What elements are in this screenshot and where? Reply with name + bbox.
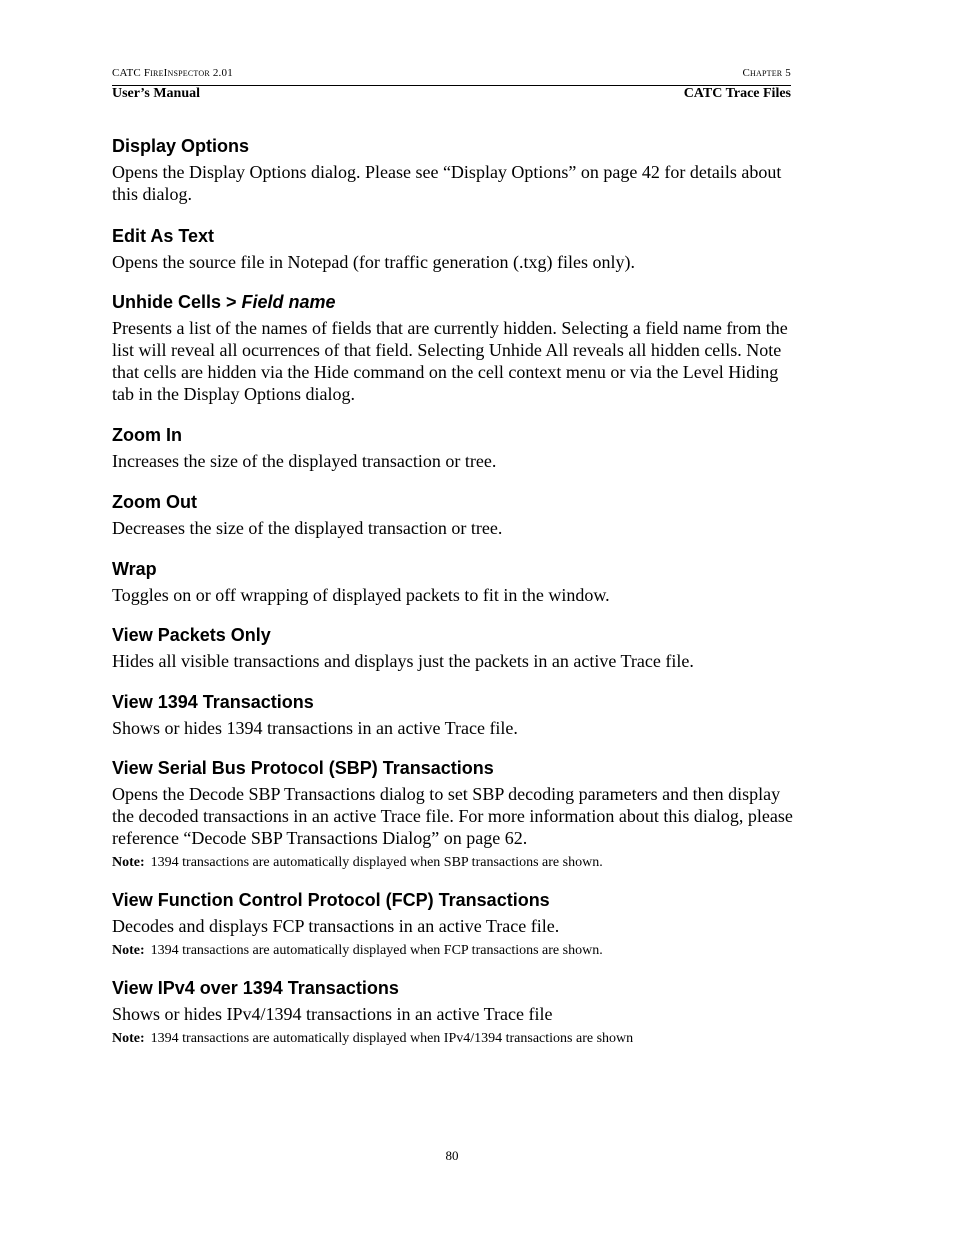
section-heading: View 1394 Transactions (112, 692, 314, 712)
section-heading: View IPv4 over 1394 Transactions (112, 978, 399, 998)
note-text: 1394 transactions are automatically displayed when IPv4/1394 transactions are shown (150, 1031, 634, 1046)
header-product: CATC FireInspector 2.01 (112, 67, 233, 79)
section-view-sbp (112, 756, 802, 872)
section-body: Presents a list of the names of fields that are currently hidden. Selecting a field name from the list will reveal all ocurrences of that field. Selecting Unhide All reveals all hidden cells. Note that cells are hidden via the Hide command on the cell context menu or via the Level Hiding tab in the Display Options dialog. (112, 318, 788, 404)
page-number: 80 (445, 1148, 459, 1163)
section-display-options (112, 134, 802, 205)
section-heading: Display Options (112, 136, 250, 156)
section-body: Shows or hides IPv4/1394 transactions in an active Trace file (112, 1004, 553, 1024)
section-body: Shows or hides 1394 transactions in an active Trace file. (112, 718, 518, 738)
note-text: 1394 transactions are automatically displayed when SBP transactions are shown. (150, 855, 603, 870)
note-label: Note: (112, 943, 145, 958)
section-view-packets-only (112, 623, 802, 672)
section-body: Toggles on or off wrapping of displayed packets to fit in the window. (112, 585, 610, 605)
section-body: Hides all visible transactions and displays just the packets in an active Trace file. (112, 651, 694, 671)
section-body: Increases the size of the displayed transaction or tree. (112, 451, 497, 471)
section-heading: View Packets Only (112, 625, 271, 645)
section-heading-italic: Field name (241, 292, 336, 312)
section-heading: Zoom In (112, 425, 182, 445)
section-body: Decodes and displays FCP transactions in an active Trace file. (112, 916, 560, 936)
section-edit-as-text (112, 224, 802, 273)
note-label: Note: (112, 1031, 145, 1046)
section-wrap (112, 557, 802, 606)
note (112, 854, 802, 872)
section-view-fcp (112, 888, 802, 960)
header-section: CATC Trace Files (683, 86, 791, 101)
section-heading: Zoom Out (112, 492, 197, 512)
section-view-ipv4 (112, 976, 802, 1048)
section-heading: Wrap (112, 559, 157, 579)
header-chapter: Chapter 5 (742, 67, 791, 79)
page-content (112, 134, 802, 1048)
section-body: Opens the Decode SBP Transactions dialog to set SBP decoding parameters and then display the decoded transactions in an active Trace file. For more information about this dialog, please reference “Decode SBP Transactions Dialog” on page 62. (112, 784, 793, 848)
section-zoom-in (112, 423, 802, 472)
section-heading: Unhide Cells > Field name (112, 292, 336, 312)
note (112, 1030, 802, 1048)
note (112, 942, 802, 960)
section-body: Opens the Display Options dialog. Please see “Display Options” on page 42 for details about this dialog. (112, 162, 782, 204)
section-zoom-out (112, 490, 802, 539)
section-heading: View Serial Bus Protocol (SBP) Transactions (112, 758, 494, 778)
section-body: Opens the source file in Notepad (for traffic generation (.txg) files only). (112, 252, 635, 272)
section-body: Decreases the size of the displayed transaction or tree. (112, 518, 503, 538)
section-heading: Edit As Text (112, 226, 215, 246)
note-label: Note: (112, 855, 145, 870)
note-text: 1394 transactions are automatically displayed when FCP transactions are shown. (150, 943, 603, 958)
section-heading: View Function Control Protocol (FCP) Transactions (112, 890, 550, 910)
section-view-1394 (112, 690, 802, 739)
section-unhide-cells (112, 290, 802, 405)
header-manual: User’s Manual (112, 86, 201, 101)
